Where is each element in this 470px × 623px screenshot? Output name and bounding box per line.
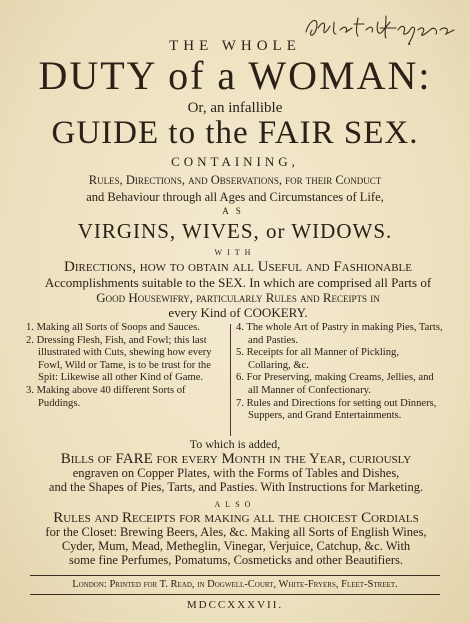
title-line-3: Or, an infallible [187,100,283,116]
title-line-4: GUIDE to the FAIR SEX. [51,115,419,151]
directions-line-4: every Kind of COOKERY. [168,305,308,320]
with-label: WITH [214,248,256,257]
subtitle-line-1: Rules, Directions, and Observations, for their Conduct [88,173,382,187]
title-line-1: THE WHOLE [169,38,301,54]
list-item: 3. Making above 40 different Sorts of Puddings. [26,384,186,409]
directions-paragraph [28,260,448,320]
also-label: ALSO [214,500,256,509]
list-item: 1. Making all Sorts of Soops and Sauces. [26,322,200,333]
list-item: 6. For Preserving, making Creams, Jellies, and all Manner of Confectionary. [236,372,434,396]
rules-line-2: for the Closet: Brewing Beers, Ales, &c. Making all Sorts of English Wines, [45,525,427,539]
directions-line-2: Accomplishments suitable to the SEX. In which are comprised all Parts of [44,275,432,290]
list-item: 2. Dressing Flesh, Fish, and Fowl; this last illustrated with Cuts, shewing how every Fowl, Wild or Tame, is to be trust for the Spit: Likewise all other Kind of Game. [26,334,212,384]
virgins-wives-widows: VIRGINS, WIVES, or WIDOWS. [77,219,393,243]
subtitle-line-2: and Behaviour through all Ages and Circumstances of Life, [86,190,384,204]
rule-divider [30,594,440,595]
list-item: 5. Receipts for all Manner of Pickling, Collaring, &c. [236,347,399,371]
as-label: AS [222,206,248,216]
directions-line-3: Good Housewifry, particularly Rules and Receipts in [96,290,380,305]
rules-line-4: some fine Perfumes, Pomatums, Cosmeticks and other Beautifiers. [69,553,403,567]
publication-date: MDCCXXXVII. [186,599,284,611]
list-item: 4. The whole Art of Pastry in making Pies, Tarts, and Pasties. [236,322,443,346]
rules-and-receipts-paragraph [22,511,450,567]
contents-right-column [236,322,444,423]
contents-list [26,322,448,430]
list-item: 7. Rules and Directions for setting out Dinners, Suppers, and Grand Entertainments. [236,397,437,422]
bills-line-3: and the Shapes of Pies, Tarts, and Pasties. With Instructions for Marketing. [48,480,424,494]
rule-divider [30,575,440,576]
containing-heading: CONTAINING, [171,154,299,169]
bills-line-1: Bills of FARE for every Month in the Year, curiously [60,451,412,467]
title-line-2: DUTY of a WOMAN: [38,53,432,98]
to-which-is-added: To which is added, [189,437,281,451]
bills-line-2: engraven on Copper Plates, with the Forms of Tables and Dishes, [72,466,400,480]
rules-line-1: Rules and Receipts for making all the choicest Cordials [53,510,419,526]
subtitle [0,172,470,206]
bills-of-fare-paragraph [22,452,450,494]
rules-line-3: Cyder, Mum, Mead, Metheglin, Vinegar, Verjuice, Catchup, &c. With [61,539,411,553]
contents-left-column [26,322,228,410]
column-divider [230,324,231,436]
directions-line-1: Directions, how to obtain all Useful and Fashionable [64,259,412,275]
imprint: London: Printed for T. Read, in Dogwell-Court, White-Fryers, Fleet-Street. [72,579,398,590]
